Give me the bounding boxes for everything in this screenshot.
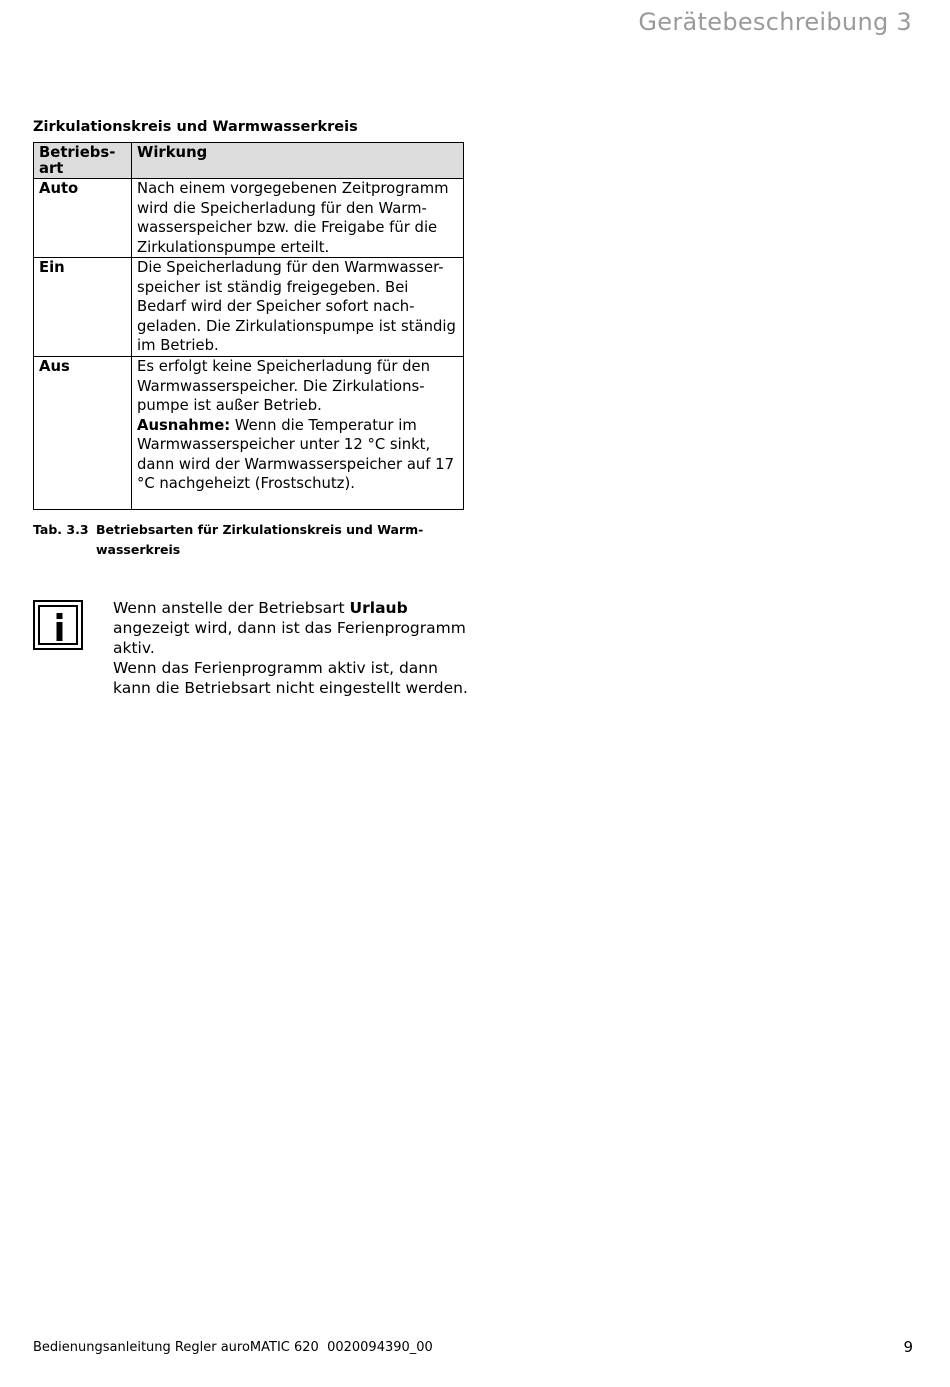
footer-page-number: 9 (903, 1338, 913, 1356)
exception-text: Wenn die Temperatur im Warmwasserspeicher unter 12 °C sinkt, dann wird der Warmwasserspeicher auf 17 °C nachgeheizt (Frostschutz). (137, 416, 455, 492)
footer-document-info: Bedienungsanleitung Regler auroMATIC 620 0020094390_00 (33, 1340, 433, 1355)
info-text-before: Wenn anstelle der Betriebsart (113, 599, 350, 617)
info-text-after: angezeigt wird, dann ist das Ferienprogramm aktiv. (113, 619, 466, 657)
column-header-effect: Wirkung (132, 143, 464, 179)
column-header-mode: Betriebs- art (34, 143, 132, 179)
section-heading: Zirkulationskreis und Warmwasserkreis (33, 119, 358, 135)
effect-text: Es erfolgt keine Speicherladung für den Warmwasserspeicher. Die Zirkulations-pumpe ist außer Betrieb. (137, 358, 431, 414)
caption-number: Tab. 3.3 (33, 522, 89, 537)
table-row (34, 179, 464, 258)
exception-label: Ausnahme: (137, 416, 231, 434)
table-row (34, 357, 464, 510)
page-header-title: Gerätebeschreibung 3 (638, 8, 912, 36)
operating-modes-table (33, 142, 464, 510)
mode-cell: Aus (34, 357, 132, 510)
info-text-bold: Urlaub (349, 599, 408, 617)
info-text-second: Wenn das Ferienprogramm aktiv ist, dann kann die Betriebsart nicht eingestellt werden. (113, 659, 468, 697)
mode-cell: Auto (34, 179, 132, 258)
effect-cell: Nach einem vorgegebenen Zeitprogramm wird die Speicherladung für den Warm-wasserspeicher bzw. die Freigabe für die Zirkulationspumpe erteilt. (132, 179, 464, 258)
info-icon (33, 600, 83, 650)
table-header-row (34, 143, 464, 179)
effect-cell (132, 357, 464, 510)
caption-text-line2: wasserkreis (96, 542, 181, 557)
mode-cell: Ein (34, 258, 132, 357)
table-caption (33, 520, 423, 560)
caption-text-line1: Betriebsarten für Zirkulationskreis und Warm- (96, 522, 424, 537)
effect-cell: Die Speicherladung für den Warmwasser-speicher ist ständig freigegeben. Bei Bedarf wird der Speicher sofort nach-geladen. Die Zirkulationspumpe ist ständig im Betrieb. (132, 258, 464, 357)
table-row (34, 258, 464, 357)
info-note (113, 598, 473, 698)
